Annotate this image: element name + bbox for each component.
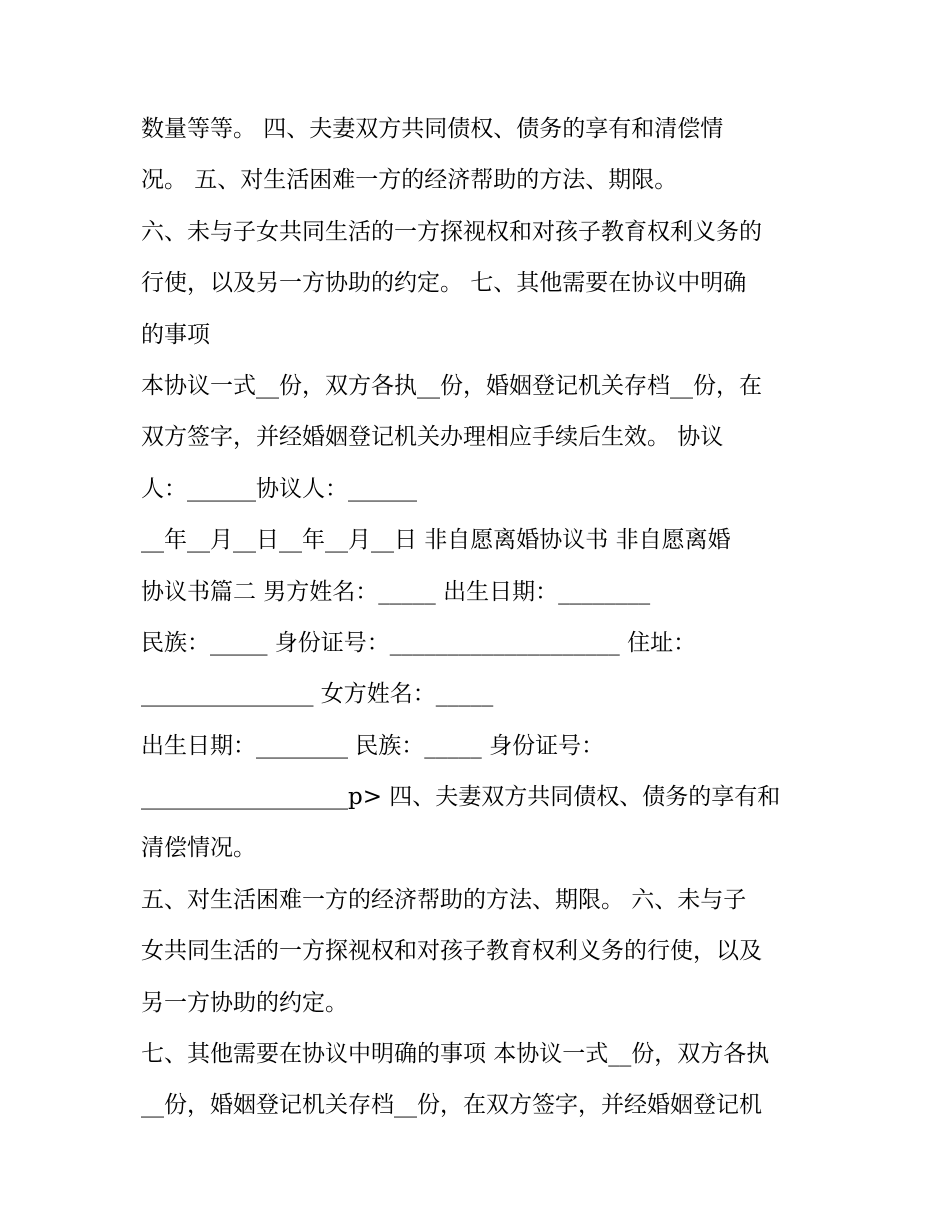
text-line: 七、其他需要在协议中明确的事项 本协议一式__份，双方各执 [141,1041,770,1068]
document-body [141,104,831,1132]
text-line: 另一方协助的约定。 [141,989,348,1016]
text-line: 民族：_____ 身份证号：____________________ 住址： [141,629,697,656]
text-line: _______________ 女方姓名：_____ [141,681,494,708]
text-line: __份，婚姻登记机关存档__份，在双方签字，并经婚姻登记机 [141,1092,762,1119]
text-line: 出生日期：________ 民族：_____ 身份证号： [141,732,605,759]
text-line: 清偿情况。 [141,835,256,862]
text-line: 的事项 [141,321,210,348]
text-line: 况。 五、对生活困难一方的经济帮助的方法、期限。 [141,167,678,194]
text-line: 行使，以及另一方协助的约定。 七、其他需要在协议中明确 [141,270,747,297]
text-line: 数量等等。 四、夫妻双方共同债权、债务的享有和清偿情 [141,116,724,142]
text-line: __________________p> 四、夫妻双方共同债权、债务的享有和 [141,784,781,811]
text-line: 人：______协议人：______ [141,475,417,502]
text-line: 双方签字，并经婚姻登记机关办理相应手续后生效。 协议 [141,424,724,451]
text-line: __年__月__日__年__月__日 非自愿离婚协议书 非自愿离婚 [141,527,731,554]
text-line: 女共同生活的一方探视权和对孩子教育权利义务的行使，以及 [141,938,762,965]
text-line: 本协议一式__份，双方各执__份，婚姻登记机关存档__份，在 [141,372,762,399]
text-line: 协议书篇二 男方姓名：_____ 出生日期：________ [141,578,651,605]
text-line: 五、对生活困难一方的经济帮助的方法、期限。 六、未与子 [141,886,747,913]
text-line: 六、未与子女共同生活的一方探视权和对孩子教育权利义务的 [141,218,762,245]
